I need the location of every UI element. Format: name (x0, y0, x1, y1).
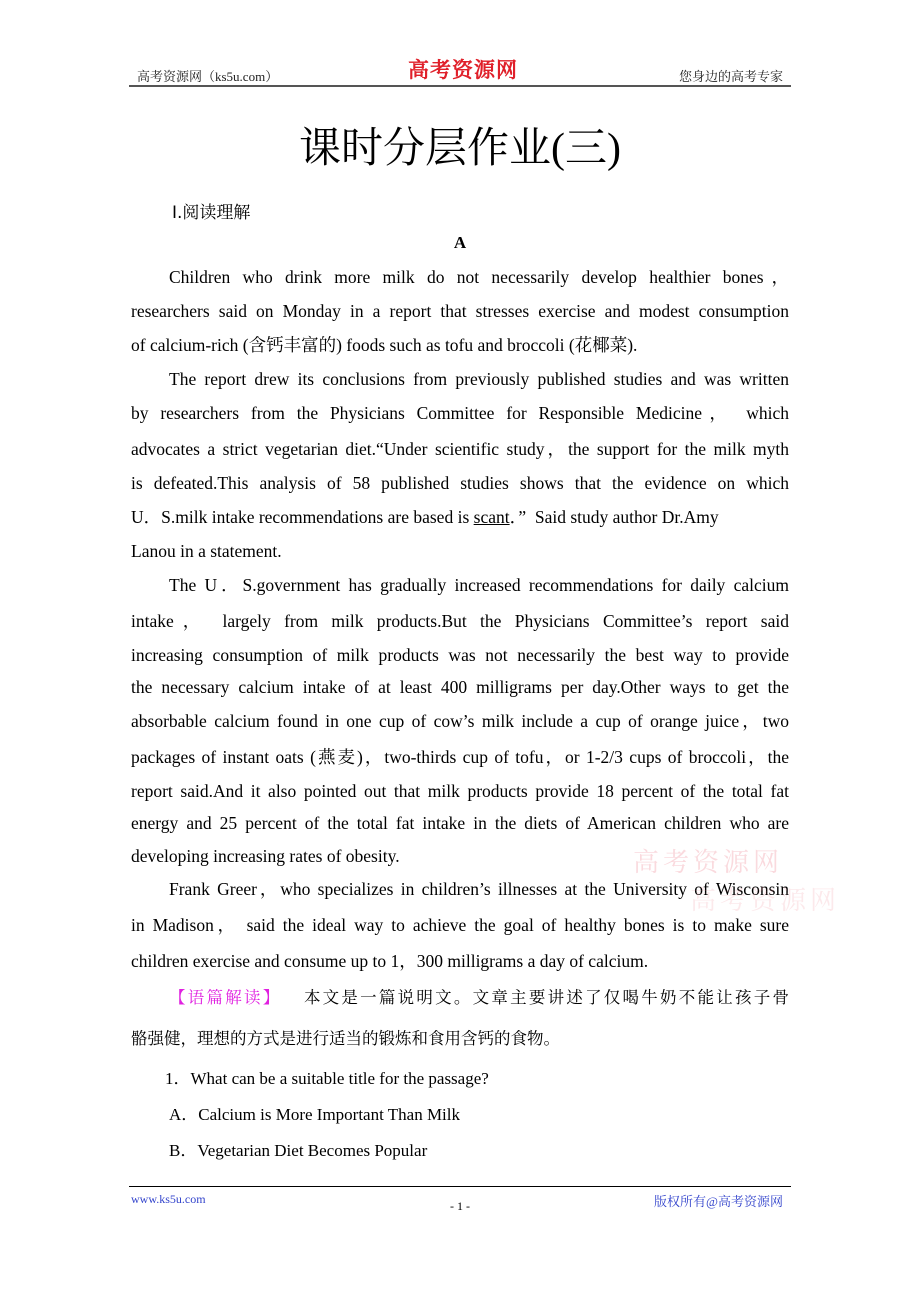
section-heading: Ⅰ.阅读理解 (172, 203, 251, 223)
footer-link[interactable]: www.ks5u.com (131, 1192, 206, 1206)
passage-line: children exercise and consume up to 1，300 milligrams a day of calcium. (131, 951, 649, 971)
header-divider (129, 85, 791, 87)
underlined-word: scant (473, 507, 510, 527)
question-stem: 1．What can be a suitable title for the passage? (165, 1069, 489, 1088)
header-site-name: 高考资源网（ks5u.com） (137, 69, 279, 84)
passage-line: the necessary calcium intake of at least 400 milligrams per day.Other ways to get the (131, 677, 789, 697)
analysis-tag: 【语篇解读】 (169, 988, 282, 1007)
passage-line: in Madison， said the ideal way to achieve the goal of healthy bones is to make sure (131, 915, 789, 935)
passage-line: developing increasing rates of obesity. (131, 846, 400, 866)
analysis-line-1 (169, 987, 789, 1009)
passage-line: energy and 25 percent of the total fat intake in the diets of American children who are (131, 813, 789, 833)
header-slogan: 您身边的高考专家 (678, 69, 783, 84)
watermark: 高考资源网 (633, 848, 784, 878)
passage-line: increasing consumption of milk products was not necessarily the best way to provide (131, 645, 789, 665)
passage-line: Lanou in a statement. (131, 541, 282, 561)
passage-line: researchers said on Monday in a report that stresses exercise and modest consumption (131, 301, 789, 321)
passage-line (131, 506, 789, 528)
option-b: B．Vegetarian Diet Becomes Popular (169, 1141, 428, 1160)
passage-line: intake， largely from milk products.But the Physicians Committee’s report said (131, 611, 789, 631)
passage-line: packages of instant oats (燕麦)，two-thirds cup of tofu，or 1-2/3 cups of broccoli，the (131, 747, 789, 767)
footer-copyright: 版权所有@高考资源网 (654, 1194, 783, 1209)
passage-line: The report drew its conclusions from previously published studies and was written (169, 369, 789, 389)
page-title: 课时分层作业(三) (299, 126, 621, 172)
watermark: 高考资源网 (690, 886, 841, 916)
option-a: A．Calcium is More Important Than Milk (169, 1105, 461, 1124)
page-number: - 1 - (450, 1199, 470, 1213)
line-text: U．S.milk intake recommendations are based is (131, 507, 474, 527)
passage-line: absorbable calcium found in one cup of cow’s milk include a cup of orange juice，two (131, 711, 789, 731)
passage-line: advocates a strict vegetarian diet.“Under scientific study，the support for the milk myth (131, 439, 789, 459)
passage-line: of calcium-rich (含钙丰富的) foods such as tofu and broccoli (花椰菜). (131, 335, 638, 355)
passage-line: Frank Greer，who specializes in children’s illnesses at the University of Wisconsin (169, 879, 789, 899)
passage-line: is defeated.This analysis of 58 published studies shows that the evidence on which (131, 473, 789, 493)
passage-line: Children who drink more milk do not necessarily develop healthier bones， (169, 267, 789, 287)
analysis-line-2: 骼强健，理想的方式是进行适当的锻炼和食用含钙的食物。 (131, 1029, 560, 1048)
passage-line: report said.And it also pointed out that milk products provide 18 percent of the total fat (131, 781, 789, 801)
header-logo: 高考资源网 (408, 57, 518, 82)
line-text: ．” Said study author Dr.Amy (509, 507, 719, 527)
footer-divider (129, 1186, 791, 1187)
passage-line: by researchers from the Physicians Committee for Responsible Medicine， which (131, 403, 789, 423)
passage-letter: A (453, 233, 467, 252)
analysis-text: 本文是一篇说明文。文章主要讲述了仅喝牛奶不能让孩子骨 (303, 988, 790, 1007)
passage-line: The U．S.government has gradually increased recommendations for daily calcium (169, 575, 789, 595)
